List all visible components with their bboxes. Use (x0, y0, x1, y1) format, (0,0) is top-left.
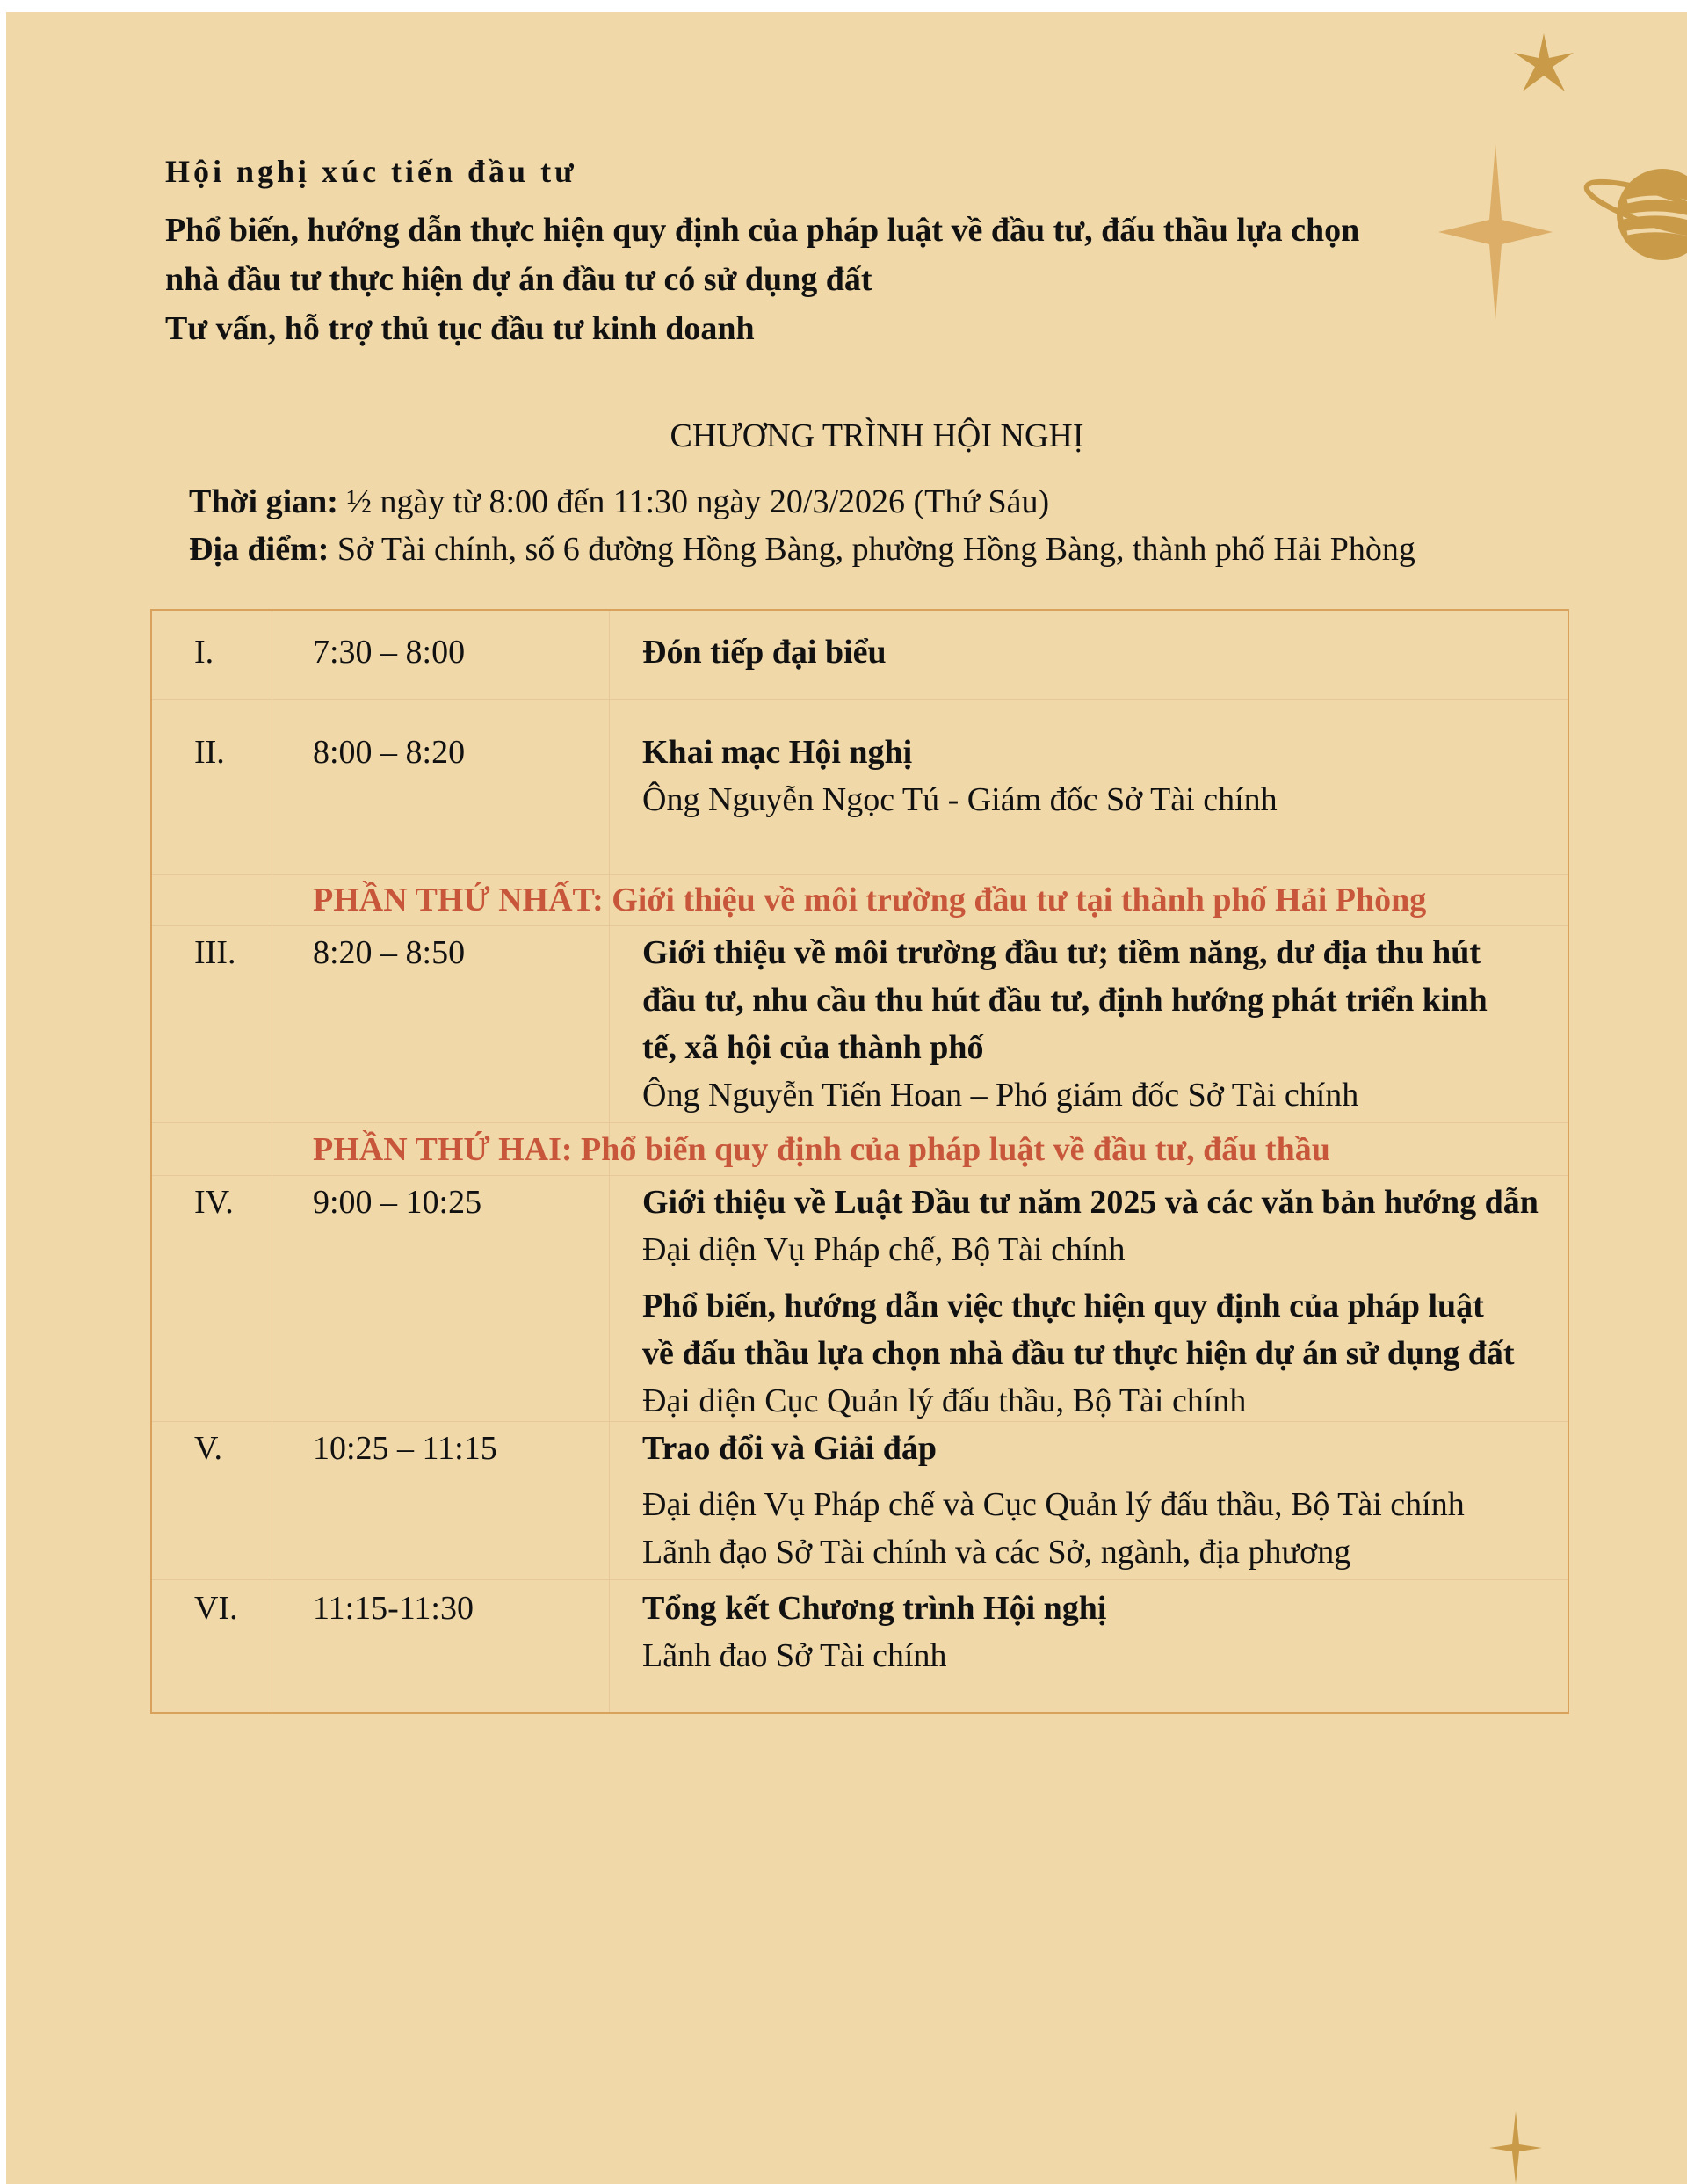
section-heading-1: PHẦN THỨ NHẤT: Giới thiệu về môi trường đầu tư tại thành phố Hải Phòng (313, 882, 1427, 918)
row-number: III. (194, 934, 236, 971)
row-time: 8:00 – 8:20 (313, 734, 466, 771)
row-speaker: Đại diện Cục Quản lý đấu thầu, Bộ Tài chính (642, 1382, 1247, 1419)
spacer (642, 1273, 1556, 1282)
time-line (189, 478, 1415, 526)
row-speaker: Ông Nguyễn Ngọc Tú - Giám đốc Sở Tài chính (642, 781, 1278, 818)
row-divider (152, 699, 1568, 700)
row-speaker: Ông Nguyễn Tiến Hoan – Phó giám đốc Sở Tài chính (642, 1077, 1359, 1114)
moon-icon (64, 265, 96, 301)
row-title: Đón tiếp đại biểu (642, 634, 887, 671)
row-number: IV. (194, 1184, 234, 1221)
section-heading-2: PHẦN THỨ HAI: Phổ biến quy định của pháp luật về đầu tư, đấu thầu (313, 1131, 1330, 1168)
row-content (642, 929, 1556, 1119)
row-divider (152, 1579, 1568, 1580)
spacer (642, 1472, 1556, 1481)
planet-icon (1583, 157, 1687, 272)
row-divider (152, 1122, 1568, 1123)
row-content (642, 1425, 1556, 1576)
time-value: ½ ngày từ 8:00 đến 11:30 ngày 20/3/2026 (Thứ Sáu) (346, 483, 1050, 520)
row-number: I. (194, 634, 214, 671)
program-title: CHƯƠNG TRÌNH HỘI NGHỊ (670, 417, 1084, 454)
row-speaker: Đại diện Vụ Pháp chế và Cục Quản lý đấu thầu, Bộ Tài chính (642, 1486, 1465, 1523)
time-label: Thời gian: (189, 483, 338, 520)
headline-line-1: Phổ biến, hướng dẫn thực hiện quy định của pháp luật về đầu tư, đấu thầu lựa chọn (165, 212, 1360, 249)
headline-line-2: nhà đầu tư thực hiện dự án đầu tư có sử dụng đất (165, 261, 872, 298)
row-speaker: Lãnh đao Sở Tài chính (642, 1637, 947, 1674)
row-title-line: Giới thiệu về môi trường đầu tư; tiềm năng, dư địa thu hút (642, 934, 1481, 971)
row-content (642, 1585, 1556, 1680)
row-title: Khai mạc Hội nghị (642, 734, 913, 771)
place-value: Sở Tài chính, số 6 đường Hồng Bàng, phường Hồng Bàng, thành phố Hải Phòng (337, 531, 1415, 568)
row-title: Trao đổi và Giải đáp (642, 1430, 938, 1467)
row-time: 11:15-11:30 (313, 1590, 474, 1627)
row-number: II. (194, 734, 225, 771)
sparkle-icon (1489, 2111, 1542, 2184)
row-divider (152, 1175, 1568, 1176)
row-title-line: đầu tư, nhu cầu thu hút đầu tư, định hướng phát triển kinh (642, 982, 1488, 1019)
row-content (642, 628, 1556, 676)
headline-line-3: Tư vấn, hỗ trợ thủ tục đầu tư kinh doanh (165, 310, 755, 347)
event-kicker: Hội nghị xúc tiến đầu tư (165, 154, 577, 189)
row-time: 9:00 – 10:25 (313, 1184, 482, 1221)
row-title-line: về đấu thầu lựa chọn nhà đầu tư thực hiện dự án sử dụng đất (642, 1335, 1515, 1372)
row-title: Tổng kết Chương trình Hội nghị (642, 1590, 1107, 1627)
row-content (642, 729, 1556, 824)
row-content (642, 1179, 1556, 1425)
document-header (165, 153, 1483, 353)
row-number: V. (194, 1430, 223, 1467)
row-title: Giới thiệu về Luật Đầu tư năm 2025 và các văn bản hướng dẫn (642, 1184, 1539, 1221)
row-title-line: Phổ biến, hướng dẫn việc thực hiện quy định của pháp luật (642, 1288, 1484, 1324)
place-label: Địa điểm: (189, 531, 329, 568)
row-number: VI. (194, 1590, 238, 1627)
row-divider (152, 925, 1568, 926)
row-speaker: Đại diện Vụ Pháp chế, Bộ Tài chính (642, 1231, 1126, 1268)
agenda-table (150, 609, 1569, 1714)
row-divider (152, 874, 1568, 875)
star-icon (1509, 30, 1579, 100)
place-line (189, 526, 1415, 573)
row-time: 8:20 – 8:50 (313, 934, 466, 971)
row-time: 10:25 – 11:15 (313, 1430, 497, 1467)
row-time: 7:30 – 8:00 (313, 634, 466, 671)
event-info (189, 478, 1415, 573)
document-page (6, 12, 1687, 2184)
row-title-line: tế, xã hội của thành phố (642, 1029, 984, 1066)
row-speaker: Lãnh đạo Sở Tài chính và các Sở, ngành, địa phương (642, 1534, 1351, 1571)
